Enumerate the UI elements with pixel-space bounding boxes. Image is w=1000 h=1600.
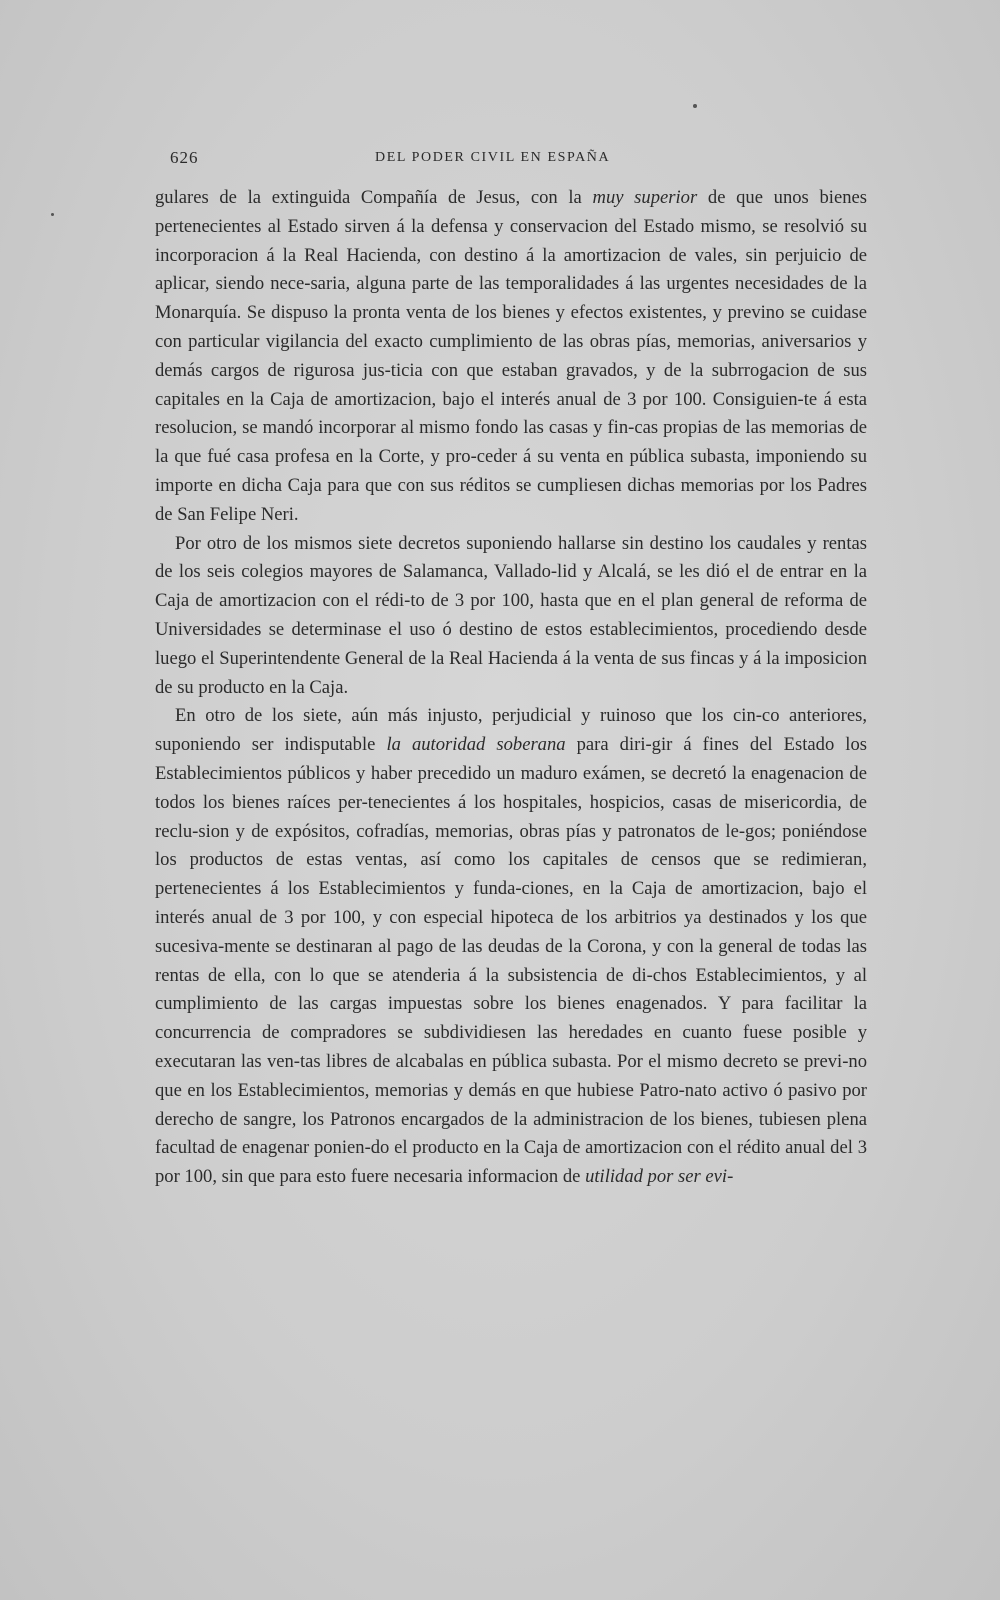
paper-speck <box>693 104 697 108</box>
text-run: gulares de la extinguida Compañía de Jesus, con la <box>155 187 593 208</box>
text-run: En otro de los siete, aún más injusto, perjudicial y ruinoso que los cin-co anteriores, suponiendo ser indisputable <box>155 705 867 756</box>
italic-text: utilidad por ser evi- <box>585 1166 734 1188</box>
italic-text: la autoridad soberana <box>386 734 566 756</box>
text-run: de que unos bienes pertenecientes al Estado sirven á la defensa y conservacion del Estado mismo, se resolvió su incorporacion á la Real Hacienda, con destino á la amortizacion de vales, sin perjuicio de aplicar, siendo nece-saria, alguna parte de las temporalidades á las urgentes necesidades de la Monarquía. Se dispuso la pronta venta de los bienes y efectos existentes, y previno se cuidase con particular vigilancia del exacto cumplimiento de las obras pías, memorias, aniversarios y demás cargos de rigurosa jus-ticia con que estaban gravados, y de la subrrogacion de sus capitales en la Caja de amortizacion, bajo el interés anual de 3 por 100. Consiguien-te á esta resolucion, se mandó incorporar al mismo fondo las casas y fin-cas propias de las memorias de la que fué casa profesa en la Corte, y pro-ceder á su venta en pública subasta, imponiendo su importe en dicha Caja para que con sus réditos se cumpliesen dichas memorias por los Padres de San Felipe Neri. <box>155 187 867 525</box>
page-number: 626 <box>170 148 199 167</box>
running-head: DEL PODER CIVIL EN ESPAÑA <box>375 150 611 165</box>
paragraph <box>155 530 867 703</box>
text-run: Por otro de los mismos siete decretos suponiendo hallarse sin destino los caudales y rentas de los seis colegios mayores de Salamanca, Vallado-lid y Alcalá, se les dió el de entrar en la Caja de amortizacion con el rédi-to de 3 por 100, hasta que en el plan general de reforma de Universidades se determinase el uso ó destino de estos establecimientos, procediendo desde luego el Superintendente General de la Real Hacienda á la venta de sus fincas y á la imposicion de su producto en la Caja. <box>155 532 867 698</box>
paper-speck <box>51 213 54 216</box>
paragraph <box>155 702 867 1192</box>
italic-text: muy superior <box>592 187 698 208</box>
paragraph <box>155 184 867 530</box>
text-run: para diri-gir á fines del Estado los Establecimientos públicos y haber precedido un maduro exámen, se decretó la enagenacion de todos los bienes raíces per-tenecientes á los hospitales, hospicios, casas de misericordia, de reclu-sion y de expósitos, cofradías, memorias, obras pías y patronatos de le-gos; poniéndose los productos de estas ventas, así como los capitales de censos que se redimieran, pertenecientes á los Establecimientos y funda-ciones, en la Caja de amortizacion, bajo el interés anual de 3 por 100, y con especial hipoteca de los arbitrios ya destinados y los que sucesiva-mente se destinaran al pago de las deudas de la Corona, y con la general de todas las rentas de ella, con lo que se atenderia á la subsistencia de di-chos Establecimientos, y al cumplimiento de las cargas impuestas sobre los bienes enagenados. Y para facilitar la concurrencia de compradores se subdividiesen las heredades en cuanto fuese posible y executaran las ven-tas libres de alcabalas en pública subasta. Por el mismo decreto se previ-no que en los Establecimientos, memorias y demás en que hubiese Patro-nato activo ó pasivo por derecho de sangre, los Patronos encargados de la administracion de los bienes, tubiesen plena facultad de enagenar ponien-do el producto en la Caja de amortizacion con el rédito anual del 3 por 100, sin que para esto fuere necesaria informacion de <box>155 734 867 1188</box>
page-header <box>170 148 830 172</box>
body-text <box>155 184 867 1192</box>
